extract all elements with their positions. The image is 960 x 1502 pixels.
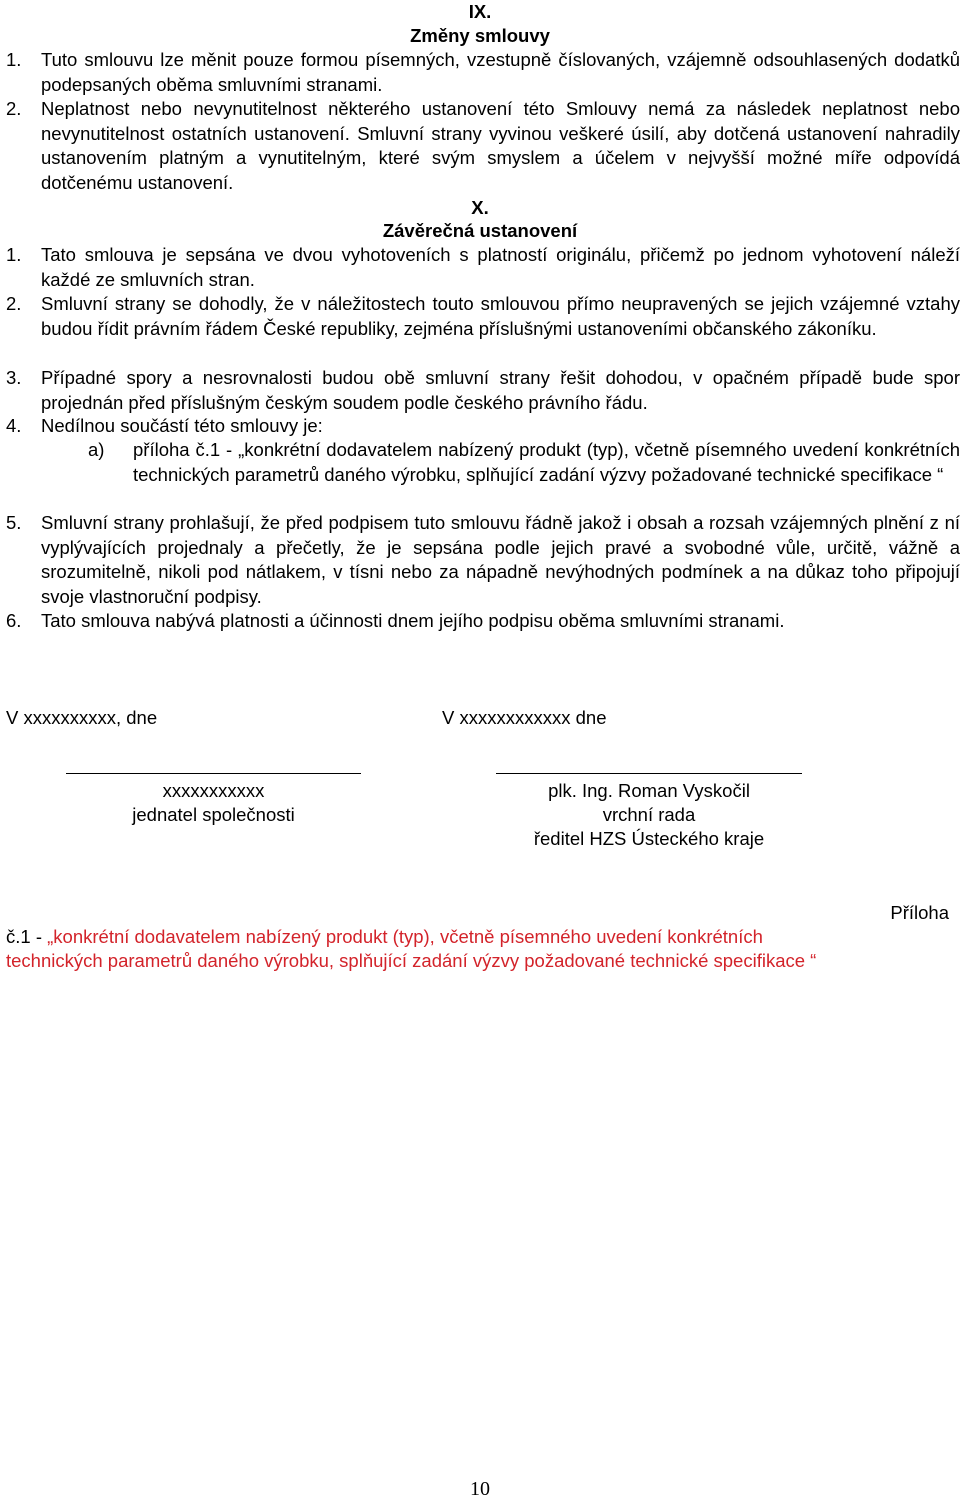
section-ix-item-1 (6, 48, 960, 97)
item-number: 5. (6, 512, 22, 533)
right-signature-line (496, 773, 802, 774)
item-text: Smluvní strany se dohodly, že v náležitostech touto smlouvou přímo neupravených se jejich vzájemné vztahy budou řídit právním řádem České republiky, zejména příslušnými ustanoveními občanského zákoníku. (41, 293, 960, 339)
subitem-label: a) (88, 439, 105, 460)
item-text: Nedílnou součástí této smlouvy je: (41, 415, 323, 436)
left-signature-line (66, 773, 361, 774)
right-signatory-title: ředitel HZS Ústeckého kraje (533, 828, 765, 849)
left-place-date: V xxxxxxxxxx, dne (6, 707, 158, 728)
appendix-reference (88, 438, 960, 487)
section-x-item-2 (6, 292, 960, 341)
section-x-title: Závěrečná ustanovení (382, 220, 578, 241)
subitem-text: příloha č.1 - „konkrétní dodavatelem nabízený produkt (typ), včetně písemného uvedení konkrétních technických parametrů daného výrobku, splňující zadání výzvy požadované technické specifikace “ (133, 439, 960, 485)
item-text: Tato smlouva je sepsána ve dvou vyhotoveních s platností originálu, přičemž po jednom vyhotovení náleží každé ze smluvních stran. (41, 244, 960, 290)
appendix-heading: Příloha (890, 902, 949, 923)
section-ix-number: IX. (468, 1, 492, 22)
item-number: 1. (6, 244, 22, 265)
item-number: 2. (6, 293, 22, 314)
page-number: 10 (470, 1478, 490, 1500)
item-number: 3. (6, 367, 22, 388)
section-x-item-5 (6, 511, 960, 609)
section-ix-item-2 (6, 97, 960, 195)
item-number: 6. (6, 610, 22, 631)
item-number: 4. (6, 415, 22, 436)
appendix-prefix: č.1 - (6, 926, 48, 947)
item-number: 1. (6, 49, 22, 70)
section-ix-title: Změny smlouvy (410, 25, 550, 46)
item-text: Případné spory a nesrovnalosti budou obě smluvní strany řešit dohodou, v opačném případě bude spor projednán před příslušným českým soudem podle českého právního řádu. (41, 367, 960, 413)
section-x-item-1 (6, 243, 960, 292)
right-place-date: V xxxxxxxxxxxx dne (442, 707, 607, 728)
section-x-item-3 (6, 366, 960, 415)
appendix-description-1: „konkrétní dodavatelem nabízený produkt (typ), včetně písemného uvedení konkrétních (47, 926, 763, 947)
section-x-item-4 (6, 414, 960, 439)
item-text: Neplatnost nebo nevynutitelnost některého ustanovení této Smlouvy nemá za následek neplatnost nebo nevynutitelnost ostatních ustanovení. Smluvní strany vyvinou veškeré úsilí, aby dotčená ustanovení nahradily ustanovením platným a vynutitelným, které svým smyslem a účelem v nejvyšší možné míře odpovídá dotčenému ustanovení. (41, 98, 960, 193)
item-text: Tato smlouva nabývá platnosti a účinnosti dnem jejího podpisu oběma smluvními stranami. (41, 610, 785, 631)
right-signatory-role: vrchní rada (602, 804, 696, 825)
appendix-description-2: technických parametrů daného výrobku, splňující zadání výzvy požadované technické specifikace “ (6, 950, 817, 971)
section-x-number: X. (471, 197, 489, 218)
left-signatory-role: jednatel společnosti (132, 804, 295, 825)
item-text: Smluvní strany prohlašují, že před podpisem tuto smlouvu řádně jakož i obsah a rozsah vzájemných plnění z ní vyplývajících projednaly a přečetly, že je sepsána podle jejich pravé a svobodné vůle, určitě, vážně a srozumitelně, nikoli pod nátlakem, v tísni nebo za nápadně nevýhodných podmínek a na důkaz toho připojují svoje vlastnoruční podpisy. (41, 512, 960, 607)
item-number: 2. (6, 98, 22, 119)
section-x-item-6 (6, 609, 960, 634)
item-text: Tuto smlouvu lze měnit pouze formou písemných, vzestupně číslovaných, vzájemně odsouhlasených dodatků podepsaných oběma smluvními stranami. (41, 49, 960, 95)
appendix-line-1-wrap (6, 925, 763, 950)
right-signatory-name: plk. Ing. Roman Vyskočil (548, 780, 750, 801)
left-signatory-name: xxxxxxxxxxx (162, 780, 265, 801)
